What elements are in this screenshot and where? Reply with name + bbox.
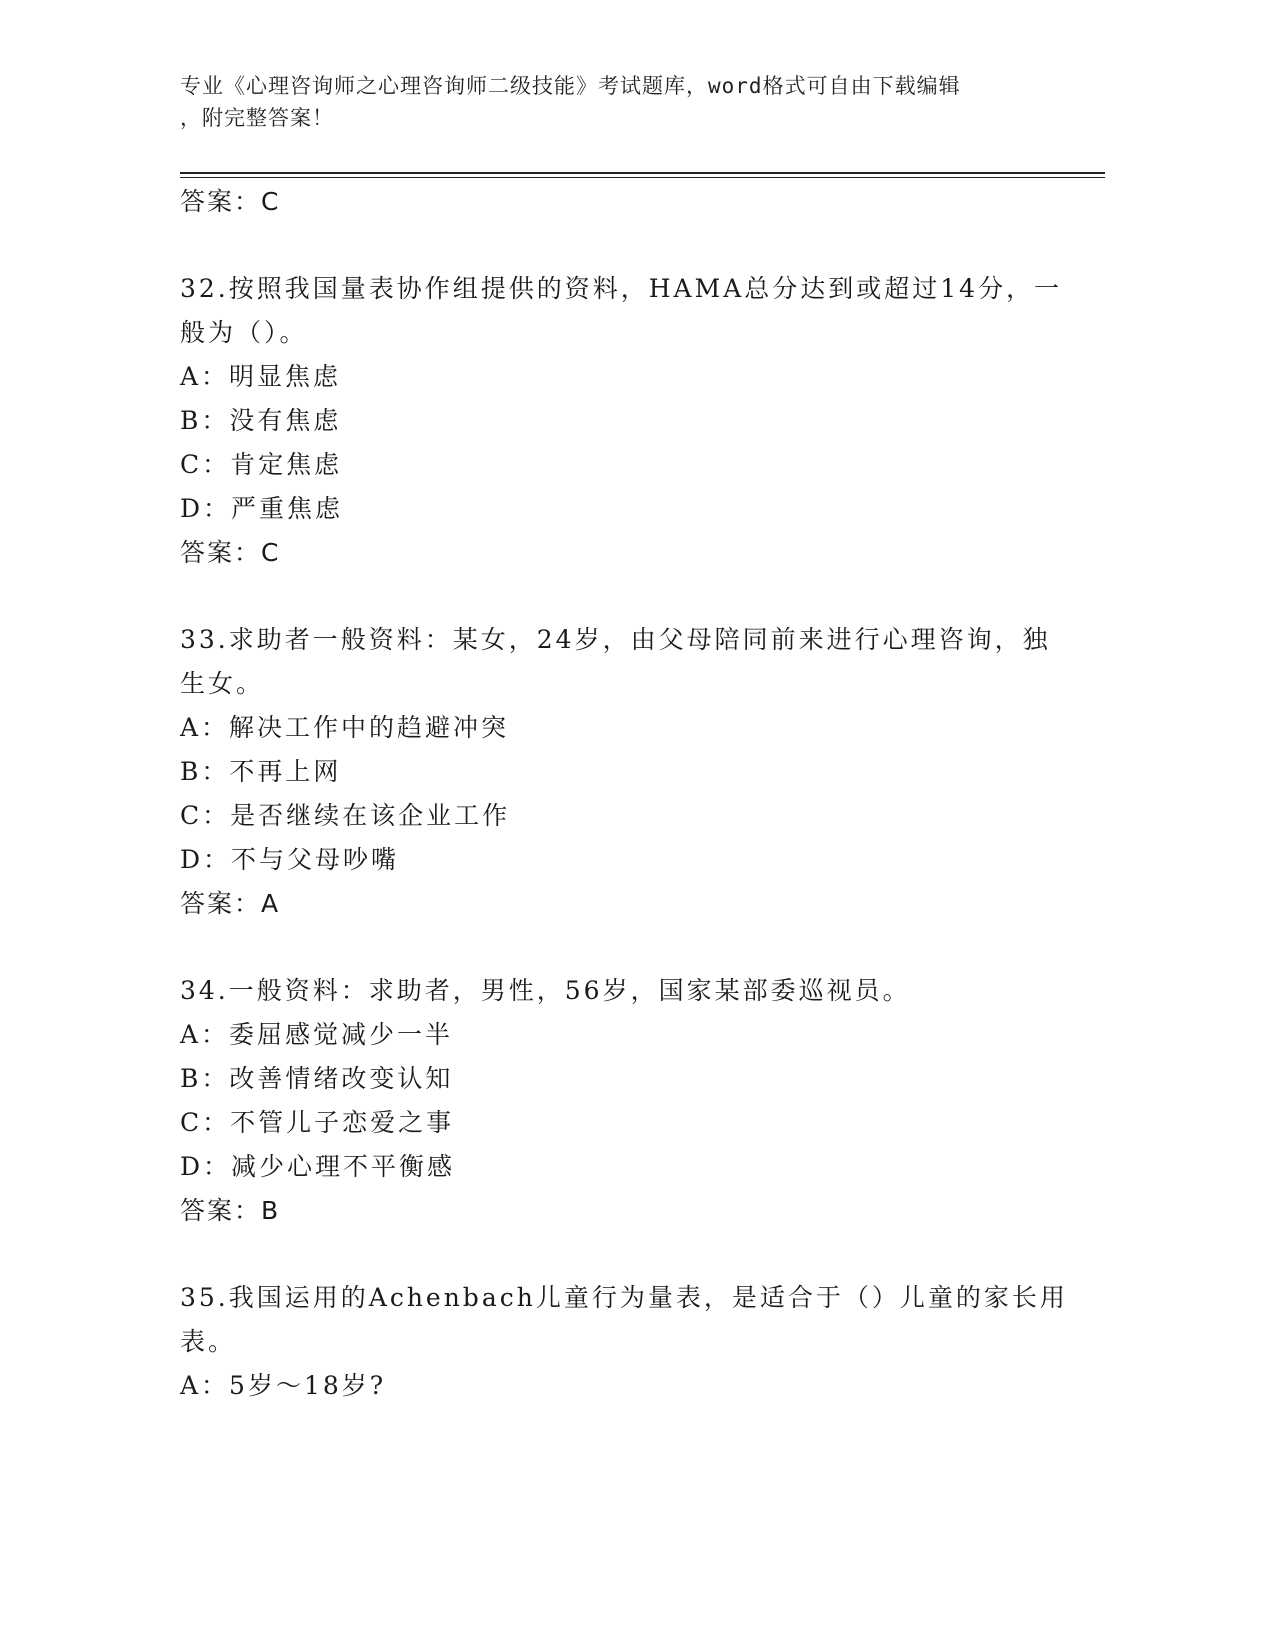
answer: 答案：B: [180, 1196, 281, 1225]
question-32: [180, 267, 1063, 575]
option-c: C：不管儿子恋爱之事: [180, 1108, 455, 1137]
option-c: C：肯定焦虑: [180, 450, 343, 479]
option-d: D：减少心理不平衡感: [180, 1152, 456, 1181]
option-b: B：没有焦虑: [180, 406, 342, 435]
question-list: [180, 180, 1068, 1408]
header-line-2: ，附完整答案！: [180, 106, 334, 130]
answer: 答案：C: [180, 538, 281, 567]
option-c: C：是否继续在该企业工作: [180, 801, 511, 830]
question-text-cont: 表。: [180, 1327, 237, 1356]
option-d: D：不与父母吵嘴: [180, 845, 400, 874]
option-a: A：解决工作中的趋避冲突: [180, 713, 510, 742]
question-text: 32.按照我国量表协作组提供的资料，HAMA总分达到或超过14分，一: [180, 274, 1063, 303]
question-35: [180, 1276, 1068, 1408]
question-text-cont: 般为（）。: [180, 318, 308, 347]
answer: 答案：A: [180, 889, 281, 918]
question-34: [180, 969, 1040, 1233]
answer-31: 答案：C: [180, 187, 281, 216]
option-a: A：委屈感觉减少一半: [180, 1020, 454, 1049]
option-d: D：严重焦虑: [180, 494, 344, 523]
option-b: B：改善情绪改变认知: [180, 1064, 454, 1093]
document-header: [180, 70, 1040, 134]
option-a: A：明显焦虑: [180, 362, 342, 391]
option-a: A：5岁～18岁?: [180, 1371, 387, 1400]
question-text: 34.一般资料：求助者，男性，56岁，国家某部委巡视员。: [180, 976, 911, 1005]
question-text: 33.求助者一般资料：某女，24岁，由父母陪同前来进行心理咨询，独: [180, 625, 1051, 654]
question-33: [180, 618, 1051, 926]
option-b: B：不再上网: [180, 757, 342, 786]
question-text: 35.我国运用的Achenbach儿童行为量表，是适合于（）儿童的家长用: [180, 1283, 1068, 1312]
header-line-1: 专业《心理咨询师之心理咨询师二级技能》考试题库，word格式可自由下载编辑: [180, 74, 961, 98]
header-rule: [180, 172, 1105, 174]
header-rule-thin: [180, 177, 1105, 178]
question-text-cont: 生女。: [180, 669, 265, 698]
